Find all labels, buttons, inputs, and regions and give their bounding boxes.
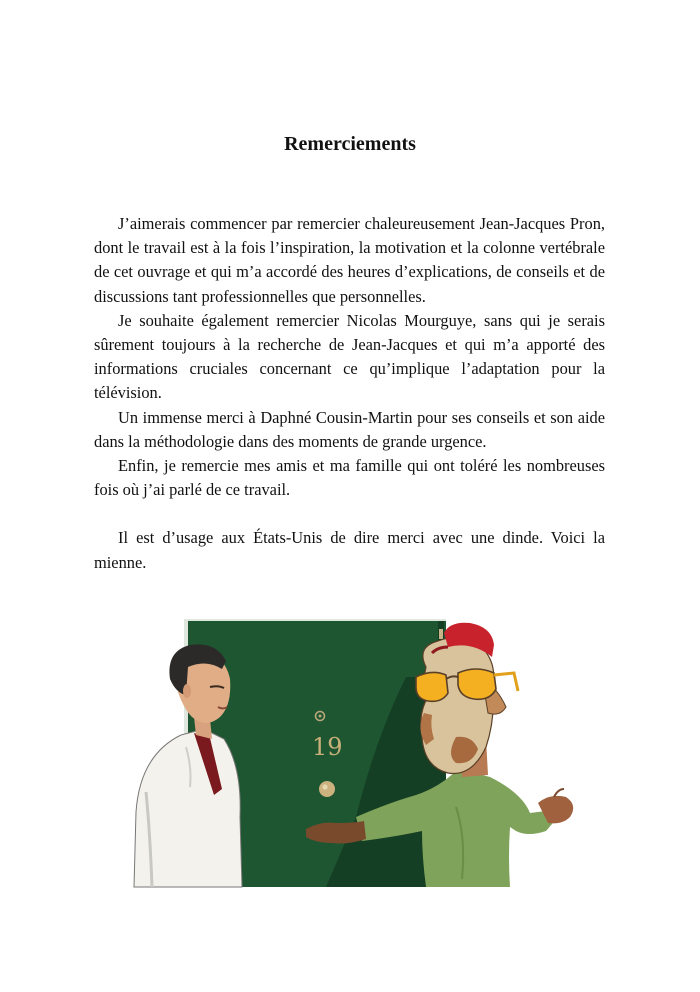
- page-title: Remerciements: [284, 133, 416, 155]
- paragraph: J’aimerais commencer par remercier chaleureusement Jean-Jacques Pron, dont le travail est à la fois l’inspiration, la motivation et la colonne vertébrale de cet ouvrage et qui m’a accordé des heures d’explications, de conseils et de discussions tant professionnelles que personnelles.: [94, 214, 605, 306]
- door-number: 19: [312, 733, 343, 761]
- paragraph: Un immense merci à Daphné Cousin-Martin pour ses conseils et son aide dans la méthodologie dans des moments de grande urgence.: [94, 407, 605, 451]
- paragraph: Il est d’usage aux États-Unis de dire merci avec une dinde. Voici la mienne.: [94, 528, 605, 572]
- man-figure: [134, 644, 242, 887]
- turkey-illustration: [126, 617, 586, 892]
- acknowledgements-body: [94, 212, 605, 575]
- paragraph: Enfin, je remercie mes amis et ma famille qui ont toléré les nombreuses fois où j’ai parlé de ce travail.: [94, 456, 605, 500]
- sunglasses-icon: [416, 669, 518, 701]
- doorknob: [319, 781, 335, 797]
- paragraph: Je souhaite également remercier Nicolas Mourguye, sans qui je serais sûrement toujours à la recherche de Jean-Jacques et qui m’a apporté des informations cruciales concernant ce qu’implique l’adaptation pour la télévision.: [94, 310, 605, 403]
